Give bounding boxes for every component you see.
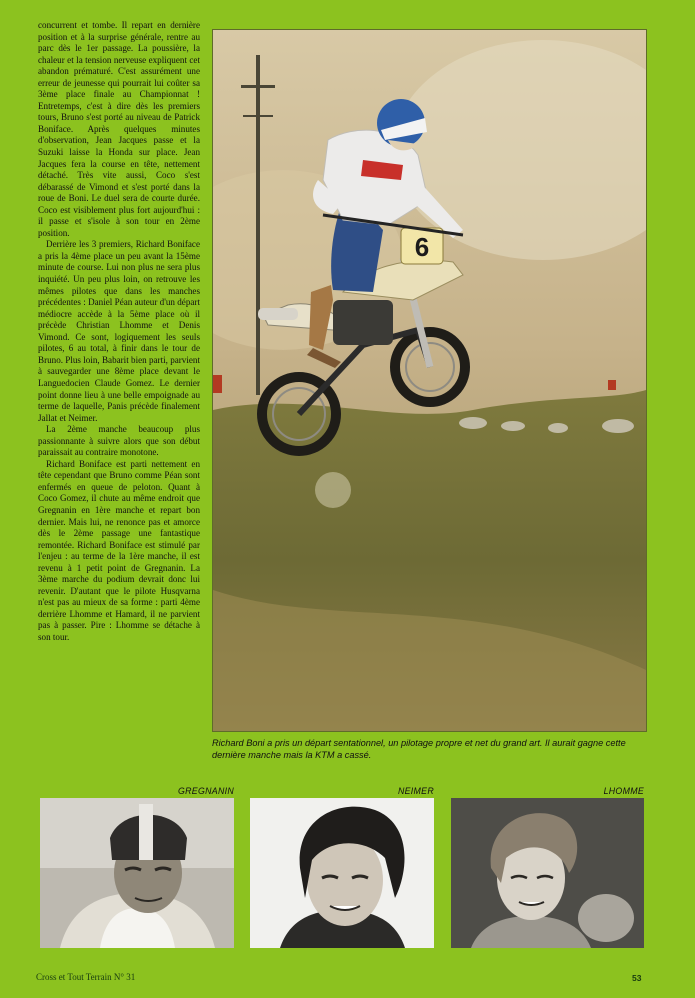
article-paragraph: Richard Boniface est parti nettement en tête cependant que Bruno comme Péan sont enfermés en queue de peloton. Quant à Coco Gomez, il chute au même endroit que Gregnanin en 1ère manche et repart bon dernier. Mais lui, ne renonce pas et amorce dès le 2ème passage une fantastique remontée. Richard Boniface est stimulé par l'enjeu : au terme de la 1ère manche, il est revenu à 1 petit point de Gregnanin. La 3ème marche du podium devrait donc lui revenir. D'autant que le pilote Husqvarna n'est pas au mieux de sa forme : parti 4ème derrière Lhomme et Hamard, il ne parvient pas à passer. Pire : Lhomme se détache à son tour.	[38, 458, 200, 642]
portrait-neimer-image	[250, 798, 434, 948]
page-number: 53	[632, 973, 642, 983]
portrait-gregnanin-image	[40, 798, 234, 948]
magazine-title: Cross et Tout Terrain N° 31	[36, 972, 136, 982]
article-paragraph: Derrière les 3 premiers, Richard Boniface a pris la 4ème place un peu avant la 15ème minute de course. Lui non plus ne sera plus inquiété. Un peu plus loin, on retrouve les mêmes pilotes que dans les manches précédentes : Daniel Péan auteur d'un départ médiocre accède à la 5ème place où il précède Christian Lhomme et Denis Vimond. Ce sont, logiquement les seuls pilotes, 6 au total, à finir dans le tour de Bruno. Plus loin, Babarit bien parti, parvient à sauvegarder une 8ème place devant le Languedocien Claude Gomez. Le dernier point donne lieu à une belle empoignade au terme de laquelle, Panis précède finalement Jallat et Neimer.	[38, 239, 200, 423]
portrait-label-gregnanin: GREGNANIN	[178, 786, 234, 796]
portrait-gregnanin	[40, 798, 234, 948]
photo-caption: Richard Boni a pris un départ sentationnel, un pilotage propre et net du grand art. Il aurait gagne cette dernière manche mais la KTM a cassé.	[212, 738, 626, 760]
portrait-label-neimer: NEIMER	[397, 786, 434, 796]
motocross-jump-photo	[212, 29, 647, 732]
portrait-label-lhomme: LHOMME	[603, 786, 644, 796]
portrait-lhomme-image	[451, 798, 644, 948]
portrait-lhomme	[451, 798, 644, 948]
motocross-jump-image	[213, 30, 646, 731]
article-paragraph: La 2ème manche beaucoup plus passionnante à suivre alors que son début paraissait au contraire monotone.	[38, 424, 200, 458]
article-paragraph: concurrent et tombe. Il repart en dernière position et à la surprise générale, rentre au parc dès le 1er passage. La poussière, la chaleur et la tension nerveuse expliquent cet abandon prématuré. C'est assurément une erreur de jeunesse qui pourrait lui coûter sa 3ème place finale au Championnat ! Entretemps, c'est à dire dès les premiers tours, Bruno s'est porté au niveau de Patrick Boniface. Après quelques minutes d'observation, Jean Jacques passe et la Suzuki laisse la Honda sur place. Jean Jacques fera la course en tête, nettement détaché. Très vite aussi, Coco s'est débarassé de Vimond et s'est porté dans la roue de Boni. Le duel sera de courte durée. Coco est visiblement plus fort aujourd'hui : il passe et s'isole à son tour en 2ème position.	[38, 20, 200, 238]
article-column	[38, 20, 200, 644]
bib-number: 6	[414, 232, 430, 262]
portrait-neimer	[250, 798, 434, 948]
